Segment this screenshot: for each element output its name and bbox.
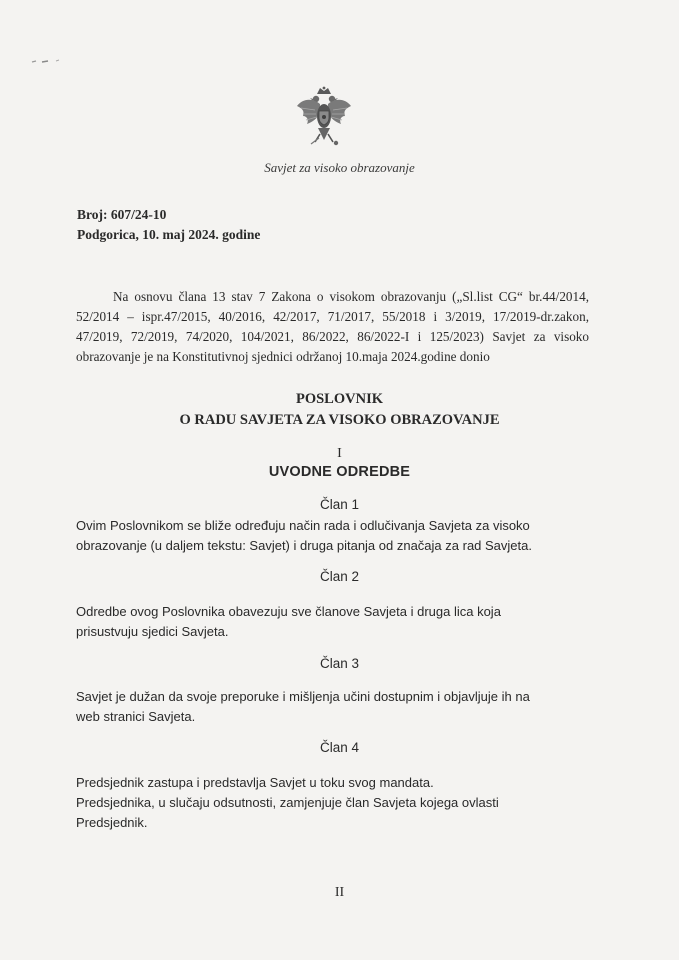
- place-date: Podgorica, 10. maj 2024. godine: [77, 227, 261, 242]
- article-4-line-1: Predsjednik zastupa i predstavlja Savjet u toku svog mandata.: [76, 775, 434, 790]
- article-1-line-2: obrazovanje (u daljem tekstu: Savjet) i druga pitanja od značaja za rad Savjeta.: [76, 538, 532, 553]
- article-3-text: [76, 687, 589, 727]
- document-number: Broj: 607/24-10: [77, 207, 167, 222]
- article-2-line-1: Odredbe ovog Poslovnika obavezuju sve članove Savjeta i druga lica koja: [76, 604, 501, 619]
- article-3-line-2: web stranici Savjeta.: [76, 709, 196, 724]
- article-2-line-2: prisustvuju sjedici Savjeta.: [76, 624, 229, 639]
- preamble-paragraph: Na osnovu člana 13 stav 7 Zakona o visokom obrazovanju („Sl.list CG“ br.44/2014, 52/2014 – ispr.47/2015, 40/2016, 42/2017, 71/2017, 55/2018 i 3/2019, 17/2019-dr.zakon, 47/2019, 72/2019, 74/2020, 104/2021, 86/2022, 86/2022-I i 125/2023) Savjet za visoko obrazovanje je na Konstitutivnoj sjednici održanoj 10.maja 2024.godine donio: [76, 289, 589, 364]
- section-numeral: I: [337, 446, 342, 461]
- article-3-label: Član 3: [319, 656, 360, 671]
- article-4-line-3: Predsjednik.: [76, 815, 148, 830]
- reference-block: [77, 205, 260, 245]
- document-title: [0, 389, 679, 431]
- article-4-label: Član 4: [319, 740, 360, 755]
- institution-name: Savjet za visoko obrazovanje: [264, 160, 415, 175]
- article-2-text: [76, 602, 589, 642]
- article-1-text: [76, 516, 589, 556]
- section-2-numeral: II: [334, 885, 345, 900]
- title-line-1: POSLOVNIK: [295, 391, 383, 407]
- article-4-text: [76, 773, 589, 833]
- article-4-line-2: Predsjednika, u slučaju odsutnosti, zamjenjuje član Savjeta kojega ovlasti: [76, 795, 499, 810]
- coat-of-arms-icon: [293, 86, 355, 150]
- article-1-label: Član 1: [319, 497, 360, 512]
- section-heading: UVODNE ODREDBE: [268, 464, 411, 480]
- scan-artifact: [30, 57, 64, 65]
- article-3-line-1: Savjet je dužan da svoje preporuke i mišljenja učini dostupnim i objavljuje ih na: [76, 689, 530, 704]
- article-1-line-1: Ovim Poslovnikom se bliže određuju način rada i odlučivanja Savjeta za visoko: [76, 518, 530, 533]
- article-2-label: Član 2: [319, 569, 360, 584]
- title-line-2: O RADU SAVJETA ZA VISOKO OBRAZOVANJE: [179, 412, 500, 428]
